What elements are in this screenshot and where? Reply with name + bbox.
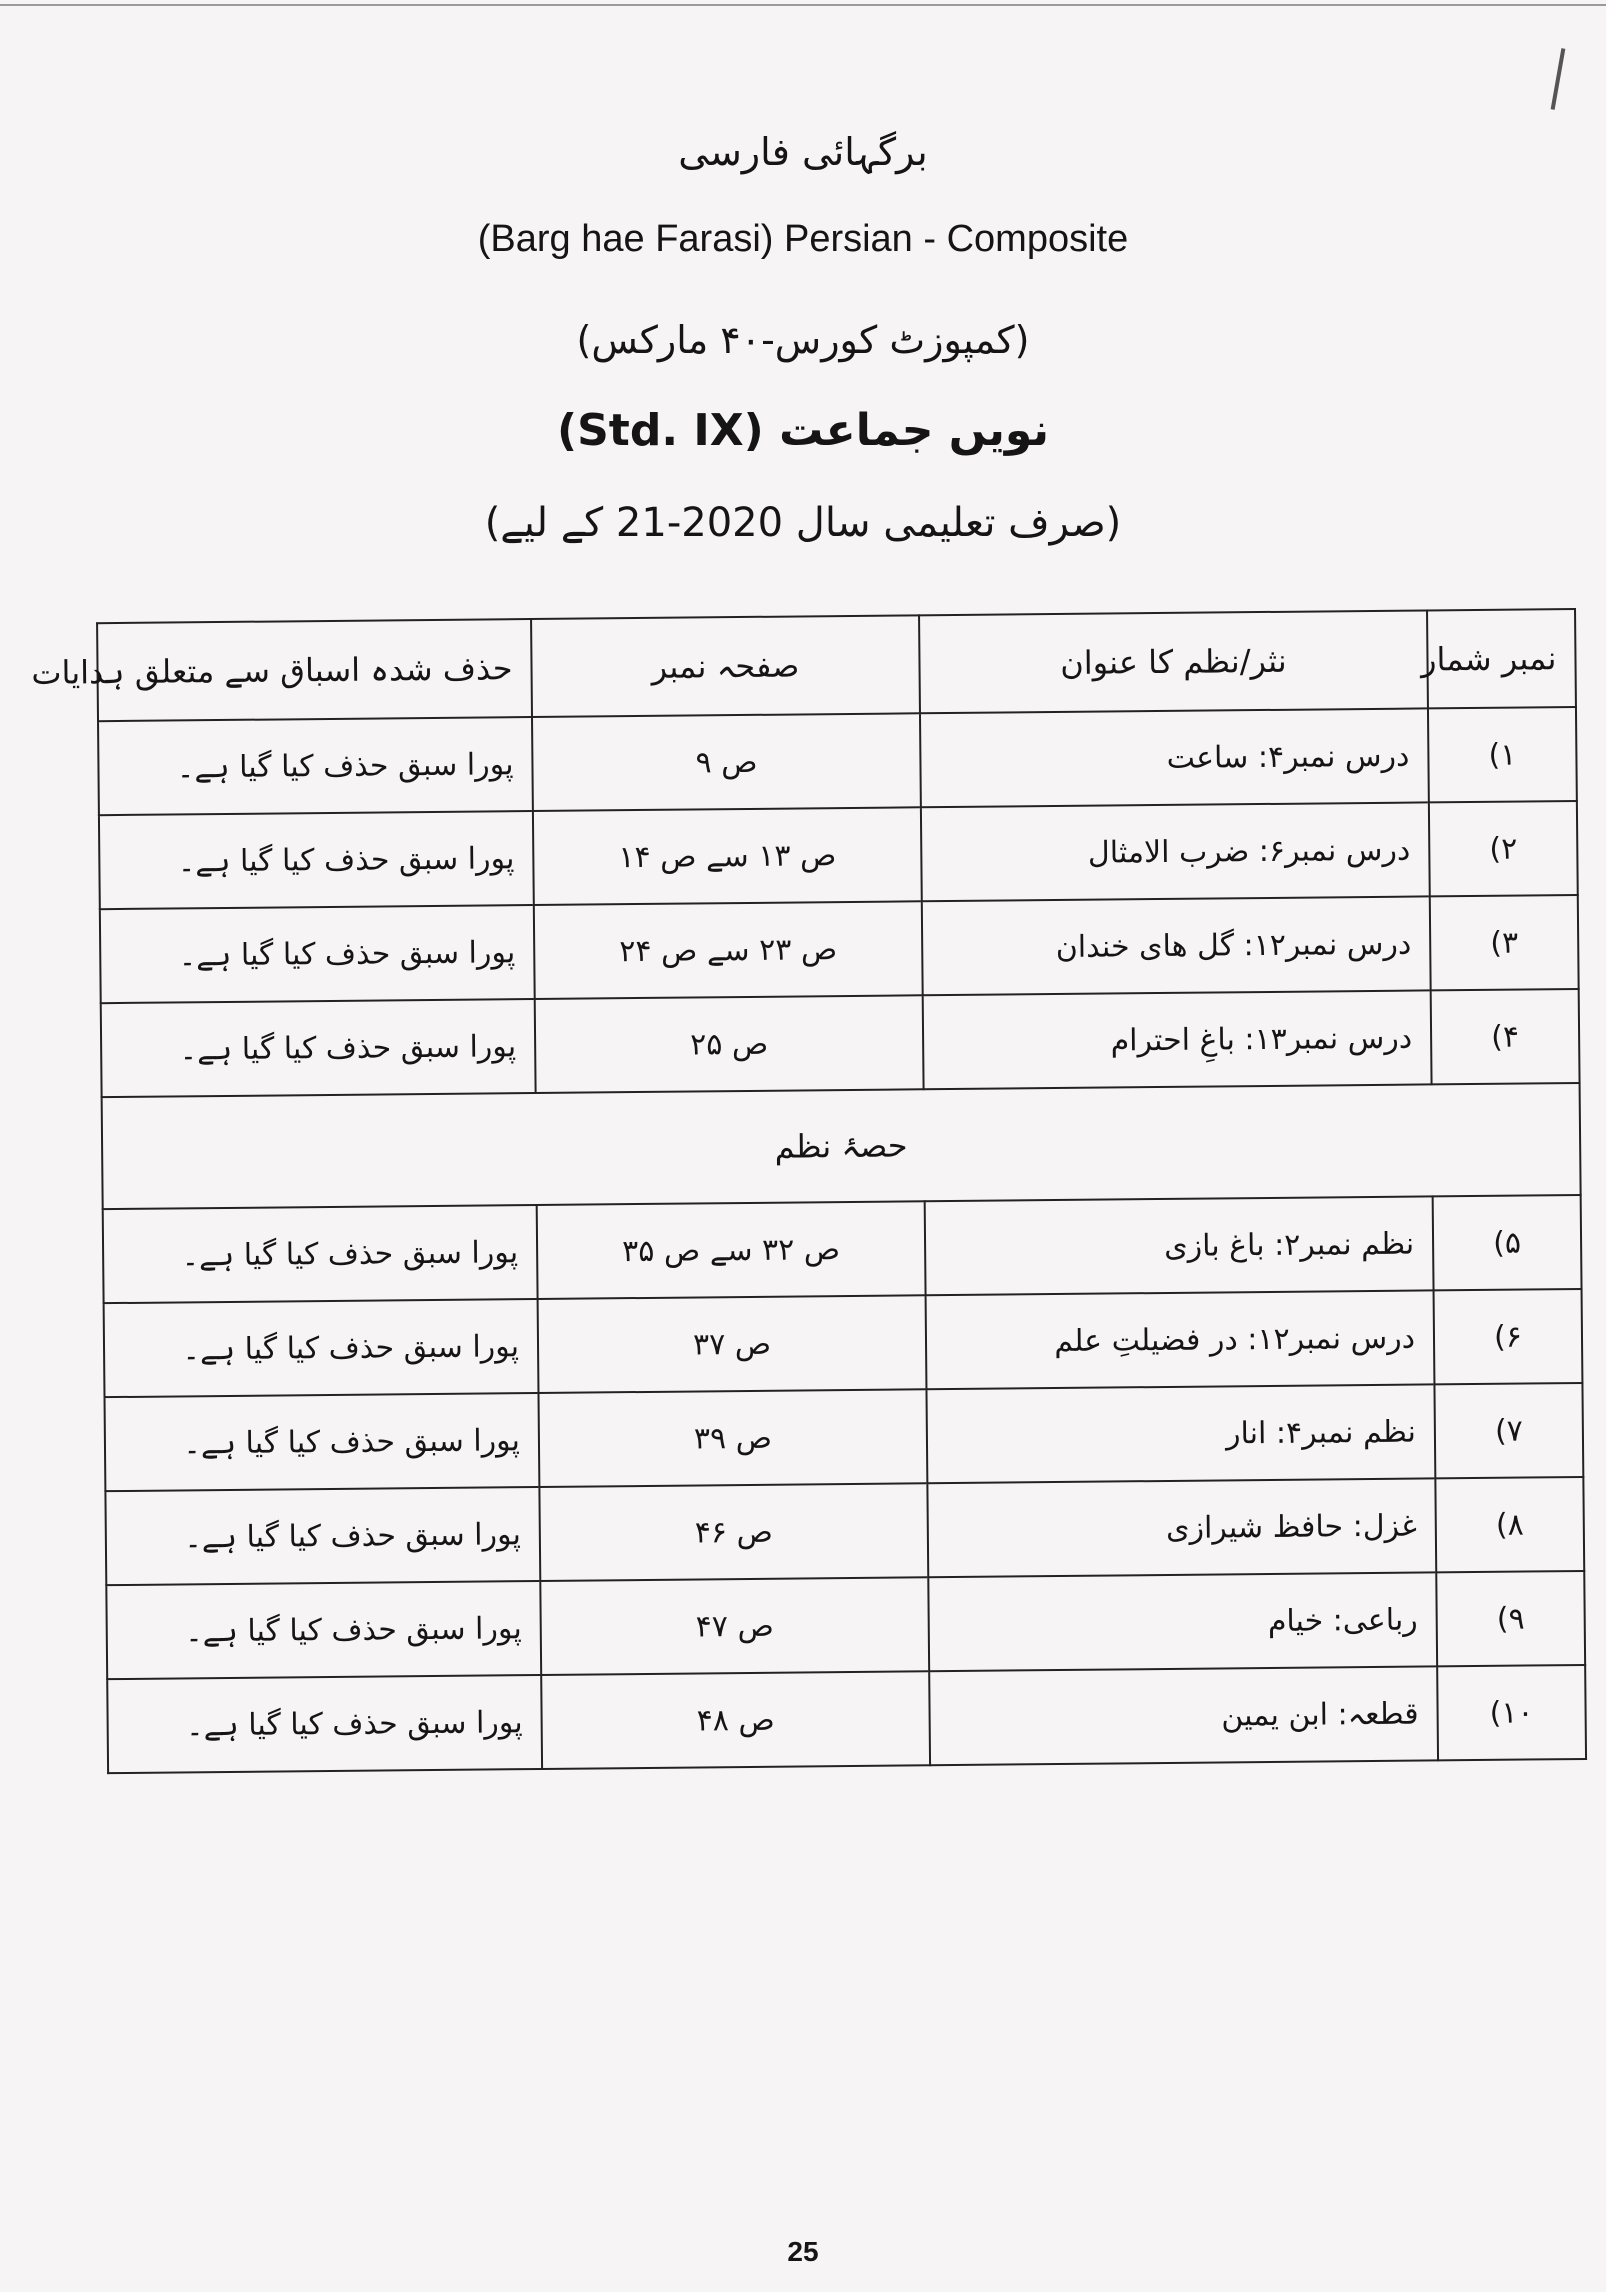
top-rule [0, 4, 1606, 6]
table-row [101, 989, 1580, 1097]
page-range: ص ۴۷ [540, 1577, 929, 1675]
page-range: ص ۲۵ [535, 995, 924, 1093]
serial-number: ۶) [1434, 1289, 1583, 1384]
lesson-title: غزل: حافظ شیرازی [927, 1478, 1436, 1577]
deleted-lessons-table [31, 608, 1587, 1774]
lesson-title: درس نمبر۱۲: در فضیلتِ علم [926, 1290, 1435, 1389]
page-range: ص ۲۳ سے ص ۲۴ [534, 901, 923, 999]
serial-number: ۱۰) [1437, 1665, 1586, 1760]
page-range: ص ۳۷ [538, 1295, 927, 1393]
section-row [102, 1083, 1581, 1209]
serial-number: ۷) [1434, 1383, 1583, 1478]
table-row [103, 1195, 1582, 1303]
lesson-title: رباعی: خیام [928, 1572, 1437, 1671]
serial-number: ۵) [1433, 1195, 1582, 1290]
table-header-row [97, 609, 1576, 721]
deletion-note: پورا سبق حذف کیا گیا ہے۔ [105, 1393, 540, 1491]
serial-number: ۲) [1429, 801, 1578, 896]
table-row [99, 801, 1578, 909]
class-heading: نویں جماعت (Std. IX) [557, 405, 1049, 456]
table-row [107, 1665, 1586, 1773]
table-row [98, 707, 1577, 815]
deletion-note: پورا سبق حذف کیا گیا ہے۔ [107, 1675, 542, 1773]
table-row [105, 1383, 1584, 1491]
page-range: ص ۴۶ [539, 1483, 928, 1581]
lesson-title: درس نمبر۶: ضرب الامثال [921, 802, 1430, 901]
deletion-note: پورا سبق حذف کیا گیا ہے۔ [106, 1581, 541, 1679]
deletion-note: پورا سبق حذف کیا گیا ہے۔ [103, 1205, 538, 1303]
serial-number: ۴) [1431, 989, 1580, 1084]
deletion-note: پورا سبق حذف کیا گیا ہے۔ [104, 1299, 539, 1397]
document-title: برگہائی فارسی [678, 130, 928, 174]
year-note: (صرف تعلیمی سال 2020-21 کے لیے) [484, 500, 1122, 546]
serial-number: ۸) [1435, 1477, 1584, 1572]
serial-number: ۹) [1436, 1571, 1585, 1666]
column-header: نمبر شمار [1427, 609, 1576, 708]
lesson-title: نظم نمبر۴: انار [926, 1384, 1435, 1483]
deletion-note: پورا سبق حذف کیا گیا ہے۔ [105, 1487, 540, 1585]
section-label: حصۂ نظم [102, 1083, 1581, 1209]
lesson-title: درس نمبر۱۲: گل ھای خندان [922, 896, 1431, 995]
lesson-title: قطعہ: ابن یمین [929, 1666, 1438, 1765]
table-row [100, 895, 1579, 1003]
page-range: ص ۱۳ سے ص ۱۴ [533, 807, 922, 905]
table-row [104, 1289, 1583, 1397]
lesson-title: نظم نمبر۲: باغ بازی [925, 1196, 1434, 1295]
lesson-title: درس نمبر۴: ساعت [920, 708, 1429, 807]
column-header: صفحہ نمبر [531, 615, 920, 717]
page-range: ص ۹ [532, 713, 921, 811]
page-range: ص ۳۲ سے ص ۳۵ [537, 1201, 926, 1299]
pen-mark [1551, 48, 1566, 110]
serial-number: ۱) [1428, 707, 1577, 802]
deletion-note: پورا سبق حذف کیا گیا ہے۔ [101, 999, 536, 1097]
course-note: (کمپوزٹ کورس-۴۰ مارکس) [576, 318, 1030, 362]
page-range: ص ۳۹ [538, 1389, 927, 1487]
english-title: (Barg hae Farasi) Persian - Composite [477, 218, 1129, 260]
serial-number: ۳) [1430, 895, 1579, 990]
page-number: 25 [787, 2236, 819, 2267]
table-row [105, 1477, 1584, 1585]
deletion-note: پورا سبق حذف کیا گیا ہے۔ [100, 905, 535, 1003]
column-header: نثر/نظم کا عنوان [919, 610, 1428, 713]
deletion-note: پورا سبق حذف کیا گیا ہے۔ [99, 811, 534, 909]
table-row [106, 1571, 1585, 1679]
page-range: ص ۴۸ [541, 1671, 930, 1769]
lesson-title: درس نمبر۱۳: باغِ احترام [923, 990, 1432, 1089]
column-header: حذف شدہ اسباق سے متعلق ہدایات [97, 619, 532, 721]
deletion-note: پورا سبق حذف کیا گیا ہے۔ [98, 717, 533, 815]
